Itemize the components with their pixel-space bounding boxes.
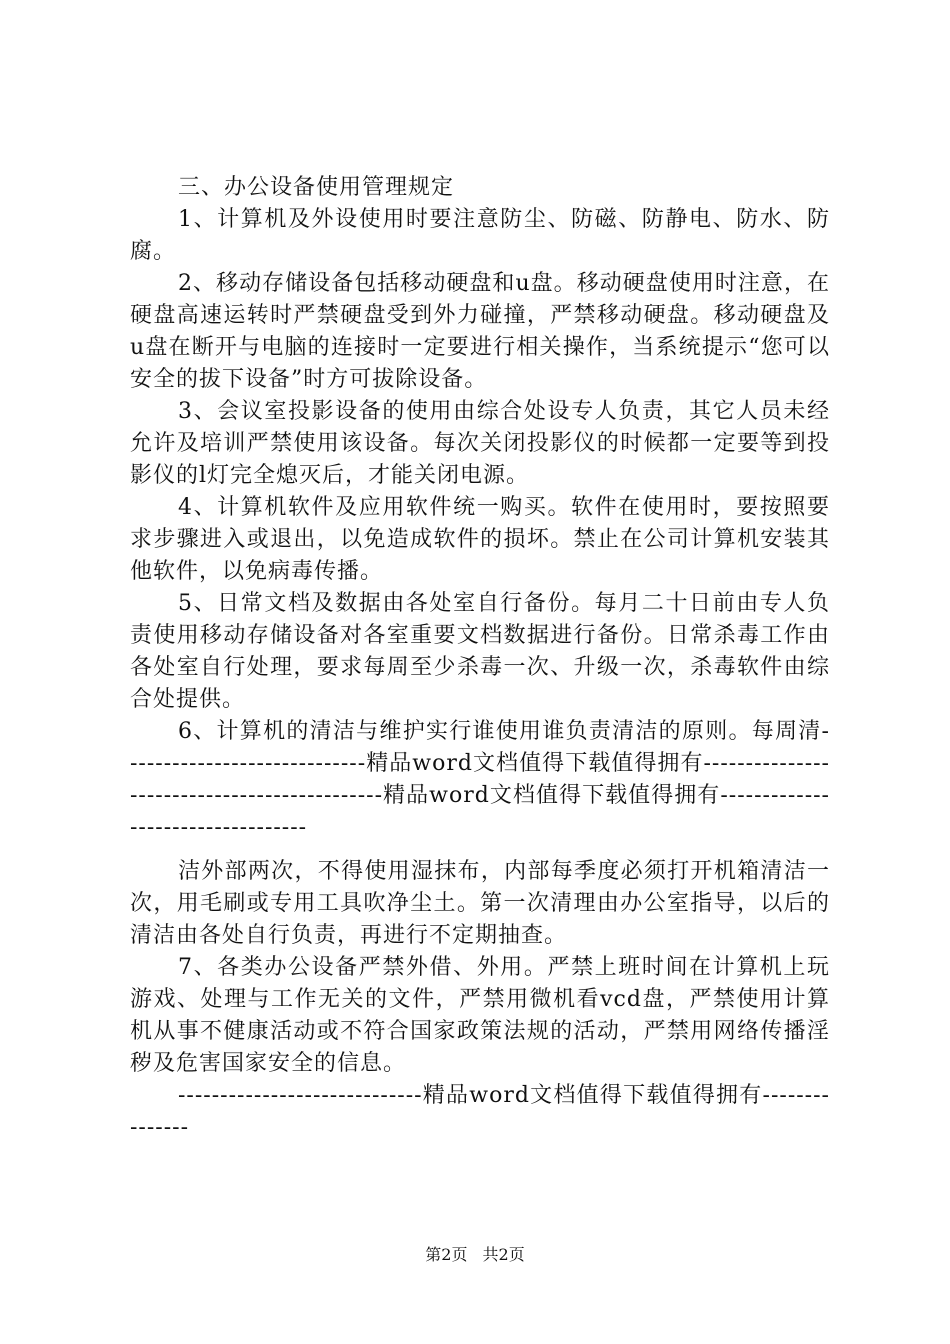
page-number: 第2页 — [425, 1245, 468, 1264]
paragraph-5: 5、日常文档及数据由各处室自行备份。每月二十日前由专人负责使用移动存储设备对各室重要文档数据进行备份。日常杀毒工作由各处室自行处理，要求每周至少杀毒一次、升级一次，杀毒软件由综合处提供。 — [130, 591, 830, 712]
paragraph-6-continued: 洁外部两次，不得使用湿抹布，内部每季度必须打开机箱清洁一次，用毛刷或专用工具吹净尘土。第一次清理由办公室指导，以后的清洁由各处自行负责，再进行不定期抽查。 — [130, 859, 830, 948]
paragraph-7: 7、各类办公设备严禁外借、外用。严禁上班时间在计算机上玩游戏、处理与工作无关的文件，严禁用微机看vcd盘，严禁使用计算机从事不健康活动或不符合国家政策法规的活动，严禁用网络传播淫秽及危害国家安全的信息。 — [130, 955, 830, 1076]
section-heading: 三、办公设备使用管理规定 — [178, 175, 455, 200]
watermark-trailer: -----------------------------精品word文档值得下载值得拥有--------------- — [130, 1083, 830, 1140]
paragraph-1: 1、计算机及外设使用时要注意防尘、防磁、防静电、防水、防腐。 — [130, 207, 830, 264]
document-body — [130, 172, 830, 1144]
paragraph-6: 6、计算机的清洁与维护实行谁使用谁负责清洁的原则。每周清-----------------------------精品word文档值得下载值得拥有---------------------------------------------精品word文档值得下载值得拥有---------------------------------- — [130, 719, 830, 840]
page-total: 共2页 — [482, 1245, 525, 1264]
page-footer — [0, 1245, 950, 1265]
paragraph-3: 3、会议室投影设备的使用由综合处设专人负责，其它人员未经允许及培训严禁使用该设备。每次关闭投影仪的时候都一定要等到投影仪的l灯完全熄灭后，才能关闭电源。 — [130, 399, 830, 488]
paragraph-4: 4、计算机软件及应用软件统一购买。软件在使用时，要按照要求步骤进入或退出，以免造成软件的损坏。禁止在公司计算机安装其他软件，以免病毒传播。 — [130, 495, 830, 584]
paragraph-2: 2、移动存储设备包括移动硬盘和u盘。移动硬盘使用时注意，在硬盘高速运转时严禁硬盘受到外力碰撞，严禁移动硬盘。移动硬盘及u盘在断开与电脑的连接时一定要进行相关操作，当系统提示“您可以安全的拔下设备”时方可拔除设备。 — [130, 271, 830, 392]
